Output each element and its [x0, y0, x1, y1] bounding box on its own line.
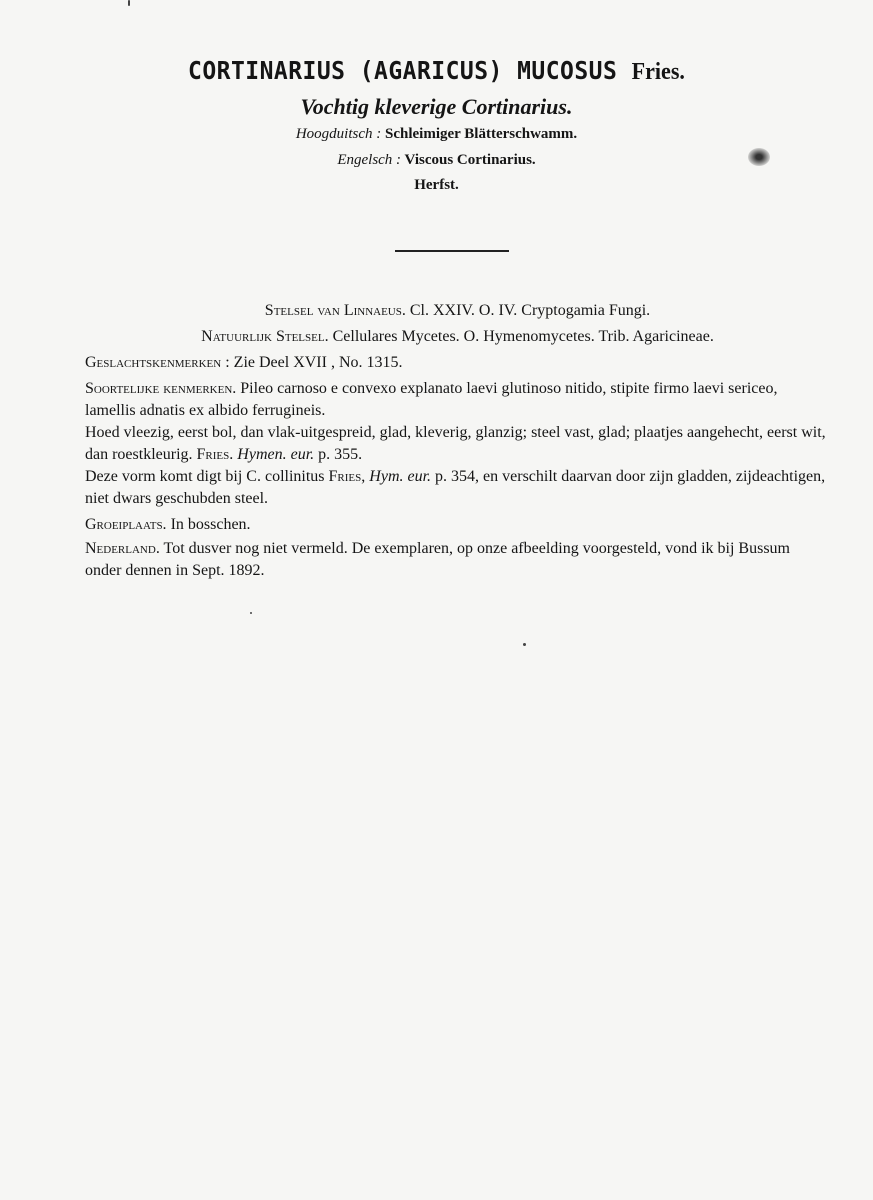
speck — [128, 0, 130, 6]
species-title — [35, 56, 838, 86]
dutch-name: Vochtig kleverige Cortinarius. — [300, 94, 573, 119]
natural-system — [85, 326, 830, 348]
hoed-ref-author: Fries. — [196, 446, 234, 463]
hoed-text: Hoed vleezig, eerst bol, dan vlak-uitgespreid, glad, kleverig, glanzig; steel vast, glad; plaatjes aangehecht, eerst wit, dan roestkleurig. — [85, 424, 826, 463]
divider-rule — [395, 250, 509, 252]
genus-characters — [85, 352, 830, 374]
english-label: Engelsch : — [337, 152, 402, 168]
german-name-line — [0, 126, 873, 143]
hoed-ref-work: Hymen. eur. — [237, 446, 315, 463]
deze-text-1: Deze vorm komt digt bij C. collinitus — [85, 468, 325, 485]
linnaeus-system — [85, 300, 830, 322]
german-label: Hoogduitsch : — [295, 126, 382, 142]
english-name-line — [0, 152, 873, 169]
natural-label: Natuurlijk Stelsel. — [201, 328, 329, 345]
deze-description — [85, 466, 830, 510]
habitat-label: Groeiplaats. — [85, 516, 167, 533]
species-label: Soortelijke kenmerken. — [85, 380, 237, 397]
deze-ref-author: Fries, — [328, 468, 366, 485]
german-name: Schleimiger Blätterschwamm. — [384, 126, 578, 142]
deze-text-2: p. 354, en verschilt daarvan door zijn gladden, zijdeachtigen, niet dwars geschubden steel. — [85, 468, 826, 507]
habitat-text: In bosschen. — [170, 516, 251, 533]
hoed-description — [85, 422, 830, 466]
ink-blot — [748, 148, 770, 166]
natural-text: Cellulares Mycetes. O. Hymenomycetes. Trib. Agaricineae. — [332, 328, 714, 345]
genus-text: Zie Deel XVII , No. 1315. — [233, 354, 403, 371]
title-main: CORTINARIUS (AGARICUS) MUCOSUS — [188, 56, 618, 85]
season: Herfst. — [414, 177, 459, 193]
english-name: Viscous Cortinarius. — [404, 152, 536, 168]
linnaeus-text: Cl. XXIV. O. IV. Cryptogamia Fungi. — [409, 302, 651, 319]
netherlands-label: Nederland. — [85, 540, 160, 557]
habitat — [85, 514, 830, 536]
hoed-ref-page: p. 355. — [318, 446, 363, 463]
title-author: Fries. — [631, 59, 685, 85]
netherlands — [85, 538, 830, 582]
deze-ref-work: Hym. eur. — [369, 468, 432, 485]
genus-label: Geslachtskenmerken : — [85, 354, 230, 371]
species-text: Pileo carnoso e convexo explanato laevi glutinoso nitido, stipite firmo laevi sericeo, lamellis adnatis ex albido ferrugineis. — [85, 380, 778, 419]
netherlands-text: Tot dusver nog niet vermeld. De exemplaren, op onze afbeelding voorgesteld, vond ik bij Bussum onder dennen in Sept. 1892. — [85, 540, 790, 579]
linnaeus-label: Stelsel van Linnaeus. — [264, 302, 406, 319]
speck — [250, 612, 252, 614]
speck — [523, 643, 526, 646]
species-characters — [85, 378, 830, 422]
